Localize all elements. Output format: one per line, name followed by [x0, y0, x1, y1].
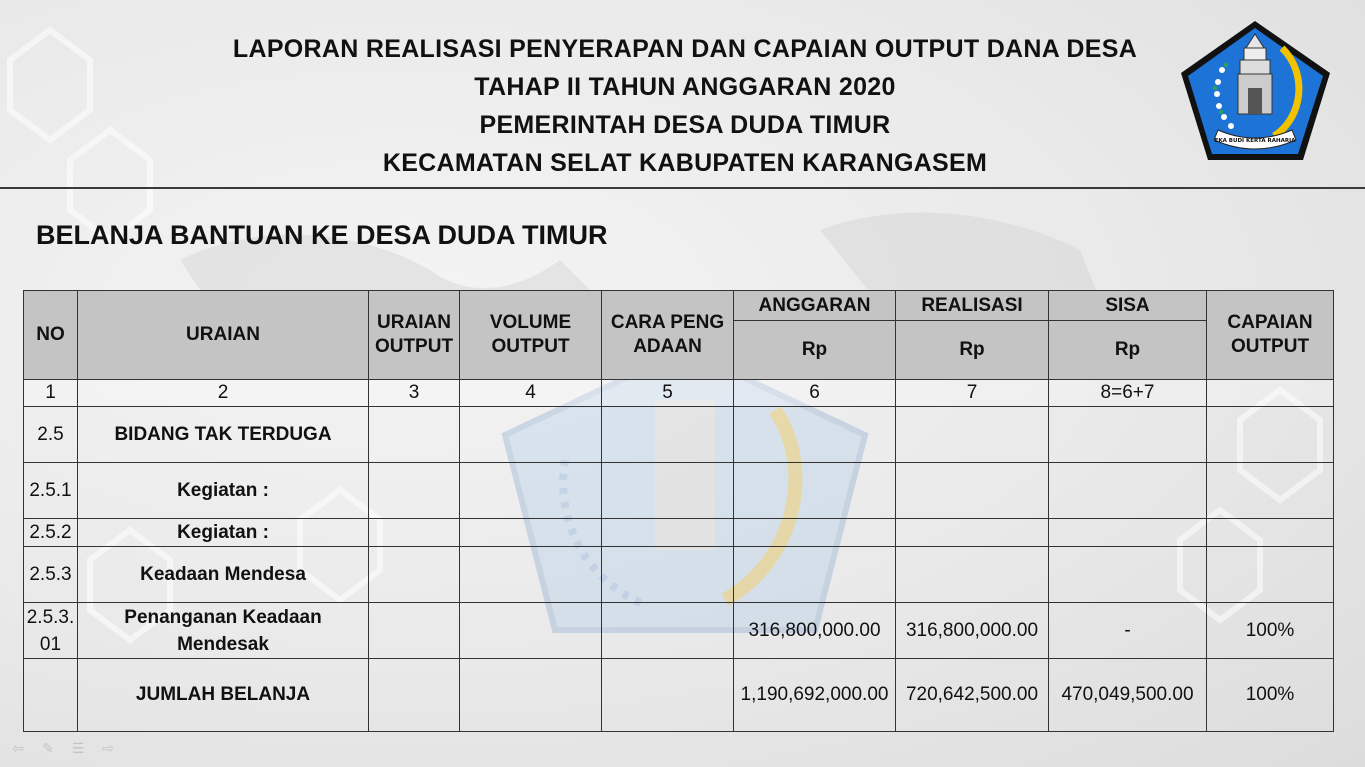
title-line-4: KECAMATAN SELAT KABUPATEN KARANGASEM: [382, 149, 988, 177]
row-volume-output: [460, 407, 602, 463]
menu-icon[interactable]: ☰: [71, 740, 85, 756]
index-cell: 8=6+7: [1049, 380, 1207, 407]
karangasem-regency-emblem: [1178, 18, 1333, 163]
row-anggaran: [734, 407, 896, 463]
col-header-uraian-output: URAIAN OUTPUT: [369, 291, 460, 380]
index-cell: 5: [602, 380, 734, 407]
col-subheader-rp-anggaran: Rp: [734, 321, 896, 380]
table-row: [24, 463, 1334, 519]
row-sisa: [1049, 463, 1207, 519]
pen-icon[interactable]: ✎: [42, 740, 54, 756]
row-no: 2.5: [24, 407, 78, 463]
row-capaian: [1207, 407, 1334, 463]
row-uraian-output: [369, 547, 460, 603]
index-cell: 1: [24, 380, 78, 407]
row-anggaran: 1,190,692,000.00: [734, 659, 896, 732]
section-title: BELANJA BANTUAN KE DESA DUDA TIMUR: [36, 220, 608, 250]
budget-table: [23, 290, 1334, 732]
emblem-motto: EKA BUDI KERTA RAHARJA: [1214, 138, 1296, 144]
row-sisa: -: [1049, 603, 1207, 659]
table-row: [24, 519, 1334, 547]
row-capaian: [1207, 463, 1334, 519]
slideshow-controls: [8, 740, 118, 756]
row-no: [24, 659, 78, 732]
row-volume-output: [460, 547, 602, 603]
row-uraian: JUMLAH BELANJA: [78, 659, 369, 732]
col-header-uraian: URAIAN: [78, 291, 369, 380]
row-cara-pengadaan: [602, 603, 734, 659]
index-cell: 7: [896, 380, 1049, 407]
row-uraian: BIDANG TAK TERDUGA: [78, 407, 369, 463]
row-cara-pengadaan: [602, 407, 734, 463]
table-row: [24, 407, 1334, 463]
row-volume-output: [460, 519, 602, 547]
row-uraian: Kegiatan :: [78, 519, 369, 547]
row-no: 2.5.1: [24, 463, 78, 519]
row-anggaran: [734, 519, 896, 547]
slide-header: [0, 0, 1365, 188]
row-sisa: [1049, 407, 1207, 463]
row-cara-pengadaan: [602, 547, 734, 603]
col-header-volume-output: VOLUME OUTPUT: [460, 291, 602, 380]
title-line-3: PEMERINTAH DESA DUDA TIMUR: [479, 111, 891, 139]
column-index-row: [24, 380, 1334, 407]
title-line-1: LAPORAN REALISASI PENYERAPAN DAN CAPAIAN OUTPUT DANA DESA: [232, 35, 1138, 63]
row-sisa: [1049, 547, 1207, 603]
row-realisasi: [896, 463, 1049, 519]
row-cara-pengadaan: [602, 519, 734, 547]
row-uraian: Keadaan Mendesa: [78, 547, 369, 603]
row-realisasi: [896, 547, 1049, 603]
row-realisasi: 316,800,000.00: [896, 603, 1049, 659]
row-sisa: [1049, 519, 1207, 547]
row-volume-output: [460, 659, 602, 732]
col-subheader-rp-realisasi: Rp: [896, 321, 1049, 380]
row-cara-pengadaan: [602, 463, 734, 519]
row-volume-output: [460, 463, 602, 519]
col-subheader-rp-sisa: Rp: [1049, 321, 1207, 380]
table-header-row: [24, 291, 1334, 321]
row-sisa: 470,049,500.00: [1049, 659, 1207, 732]
row-uraian-output: [369, 519, 460, 547]
row-capaian: [1207, 547, 1334, 603]
row-cara-pengadaan: [602, 659, 734, 732]
row-capaian: [1207, 519, 1334, 547]
col-header-sisa: SISA: [1049, 291, 1207, 321]
col-header-realisasi: REALISASI: [896, 291, 1049, 321]
table-total-row: [24, 659, 1334, 732]
previous-slide-icon[interactable]: ⇦: [12, 740, 24, 756]
index-cell: 6: [734, 380, 896, 407]
col-header-no: NO: [24, 291, 78, 380]
row-realisasi: 720,642,500.00: [896, 659, 1049, 732]
row-no: 2.5.2: [24, 519, 78, 547]
index-cell: [1207, 380, 1334, 407]
row-realisasi: [896, 407, 1049, 463]
row-no: 2.5.3.01: [24, 603, 78, 659]
row-uraian: Kegiatan :: [78, 463, 369, 519]
table-row: [24, 547, 1334, 603]
row-realisasi: [896, 519, 1049, 547]
row-anggaran: [734, 463, 896, 519]
row-no: 2.5.3: [24, 547, 78, 603]
row-capaian: 100%: [1207, 603, 1334, 659]
col-header-cara-pengadaan: CARA PENGADAAN: [602, 291, 734, 380]
col-header-capaian-output: CAPAIAN OUTPUT: [1207, 291, 1334, 380]
row-uraian: Penanganan Keadaan Mendesak: [78, 603, 369, 659]
row-uraian-output: [369, 603, 460, 659]
index-cell: 2: [78, 380, 369, 407]
header-divider: [0, 187, 1365, 189]
col-header-anggaran: ANGGARAN: [734, 291, 896, 321]
index-cell: 4: [460, 380, 602, 407]
row-anggaran: [734, 547, 896, 603]
row-uraian-output: [369, 463, 460, 519]
index-cell: 3: [369, 380, 460, 407]
next-slide-icon[interactable]: ⇨: [102, 740, 114, 756]
row-anggaran: 316,800,000.00: [734, 603, 896, 659]
row-uraian-output: [369, 407, 460, 463]
title-line-2: TAHAP II TAHUN ANGGARAN 2020: [474, 73, 896, 101]
row-volume-output: [460, 603, 602, 659]
row-capaian: 100%: [1207, 659, 1334, 732]
row-uraian-output: [369, 659, 460, 732]
report-title: [185, 30, 1185, 182]
table-row: [24, 603, 1334, 659]
